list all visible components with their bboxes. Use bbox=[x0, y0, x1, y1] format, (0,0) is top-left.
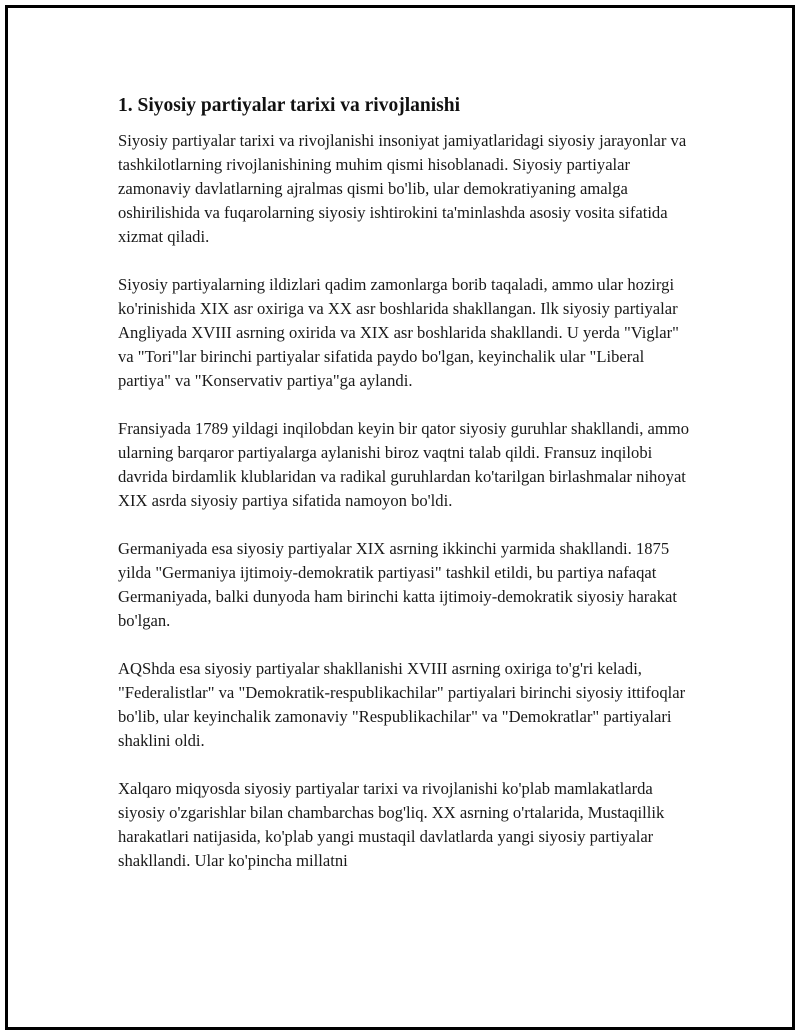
paragraph: Siyosiy partiyalar tarixi va rivojlanishi insoniyat jamiyatlaridagi siyosiy jarayonlar va tashkilotlarning rivojlanishining muhim qismi hisoblanadi. Siyosiy partiyalar zamonaviy davlatlarning ajralmas qismi bo'lib, ular demokratiyaning amalga oshirilishida va fuqarolarning siyosiy ishtirokini ta'minlashda asosiy vosita sifatida xizmat qiladi. bbox=[118, 131, 687, 246]
document-body bbox=[118, 93, 698, 897]
paragraph: Xalqaro miqyosda siyosiy partiyalar tarixi va rivojlanishi ko'plab mamlakatlarda siyosiy o'zgarishlar bilan chambarchas bog'liq. XX asrning o'rtalarida, Mustaqillik harakatlari natijasida, ko'plab yangi mustaqil davlatlarda yangi siyosiy partiyalar shakllandi. Ular ko'pincha millatni bbox=[118, 779, 665, 870]
section-heading: 1. Siyosiy partiyalar tarixi va rivojlanishi bbox=[118, 95, 460, 116]
paragraph: AQShda esa siyosiy partiyalar shakllanishi XVIII asrning oxiriga to'g'ri keladi, "Federalistlar" va "Demokratik-respublikachilar" partiyalari birinchi siyosiy ittifoqlar bo'lib, ular keyinchalik zamonaviy "Respublikachilar" va "Demokratlar" partiyalari shaklini oldi. bbox=[118, 659, 686, 750]
paragraph: Germaniyada esa siyosiy partiyalar XIX asrning ikkinchi yarmida shakllandi. 1875 yilda "Germaniya ijtimoiy-demokratik partiyasi" tashkil etildi, bu partiya nafaqat Germaniyada, balki dunyoda ham birinchi katta ijtimoiy-demokratik siyosiy harakat bo'lgan. bbox=[118, 539, 677, 630]
paragraph: Siyosiy partiyalarning ildizlari qadim zamonlarga borib taqaladi, ammo ular hozirgi ko'rinishida XIX asr oxiriga va XX asr boshlarida shakllangan. Ilk siyosiy partiyalar Angliyada XVIII asrning oxirida va XIX asr boshlarida shakllandi. U yerda "Viglar" va "Tori"lar birinchi partiyalar sifatida paydo bo'lgan, keyinchalik ular "Liberal partiya" va "Konservativ partiya"ga aylandi. bbox=[118, 275, 679, 390]
paragraph: Fransiyada 1789 yildagi inqilobdan keyin bir qator siyosiy guruhlar shakllandi, ammo ularning barqaror partiyalarga aylanishi biroz vaqtni talab qildi. Fransuz inqilobi davrida birdamlik klublaridan va radikal guruhlardan ko'tarilgan birlashmalar nihoyat XIX asrda siyosiy partiya sifatida namoyon bo'ldi. bbox=[118, 419, 690, 510]
